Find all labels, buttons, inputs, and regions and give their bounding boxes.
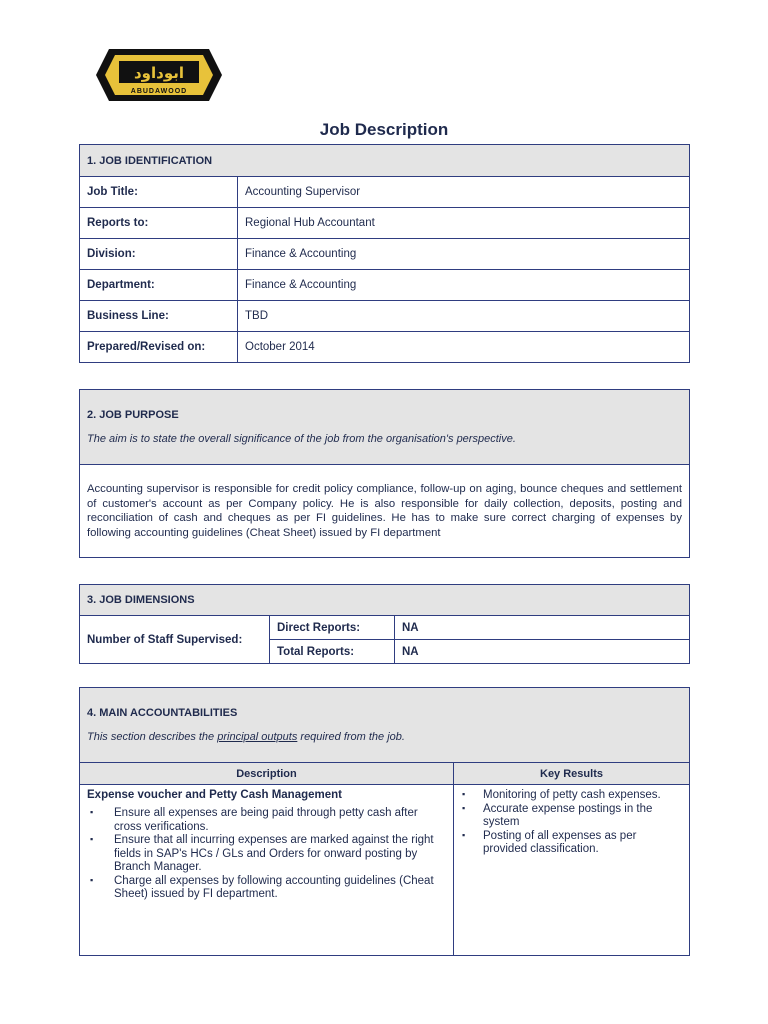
field-label: Business Line:	[80, 301, 238, 332]
document-title: Job Description	[319, 120, 449, 139]
field-label: Job Title:	[80, 177, 238, 208]
list-item: ▪ Charge all expenses by following accounting guidelines (Cheat Sheet) issued by FI department.	[114, 875, 446, 902]
table-row	[80, 301, 690, 332]
main-accountabilities-table	[79, 687, 690, 956]
field-value: Regional Hub Accountant	[238, 208, 690, 239]
table-row	[80, 177, 690, 208]
section-heading: 1. JOB IDENTIFICATION	[80, 145, 690, 177]
section-heading: 3. JOB DIMENSIONS	[80, 585, 690, 616]
key-results-list	[461, 789, 682, 857]
key-results-cell	[454, 785, 690, 956]
direct-reports-value: NA	[395, 616, 690, 640]
logo-sub-text: ABUDAWOOD	[130, 88, 188, 95]
description-cell	[80, 785, 454, 956]
list-item: ▪ Ensure all expenses are being paid through petty cash after cross verifications.	[114, 807, 446, 834]
table-row	[80, 270, 690, 301]
logo-brand-text: ابوداود	[133, 64, 185, 82]
list-item: ▪ Ensure that all incurring expenses are marked against the right fields in SAP's HCs / GLs and Orders for onward posting by Branch Manager.	[114, 834, 446, 875]
job-dimensions-table	[79, 584, 690, 664]
company-logo	[95, 45, 223, 105]
section-header-cell	[80, 390, 690, 465]
list-item: ▪ Monitoring of petty cash expenses.	[483, 789, 682, 803]
field-value: Accounting Supervisor	[238, 177, 690, 208]
table-row	[80, 332, 690, 363]
field-value: October 2014	[238, 332, 690, 363]
job-identification-table	[79, 144, 690, 363]
note-text: required from the job.	[297, 731, 405, 743]
section-header-cell	[80, 688, 690, 763]
field-value: Finance & Accounting	[238, 239, 690, 270]
field-value: TBD	[238, 301, 690, 332]
column-header-description: Description	[80, 763, 454, 785]
column-header-key-results: Key Results	[454, 763, 690, 785]
note-underlined-text: principal outputs	[217, 731, 298, 743]
staff-supervised-label: Number of Staff Supervised:	[80, 616, 270, 664]
field-label: Reports to:	[80, 208, 238, 239]
table-row	[80, 239, 690, 270]
job-purpose-table	[79, 389, 690, 558]
list-item: ▪ Posting of all expenses as per provided classification.	[483, 830, 682, 857]
section-heading: 4. MAIN ACCOUNTABILITIES	[87, 707, 238, 719]
direct-reports-label: Direct Reports:	[270, 616, 395, 640]
field-label: Prepared/Revised on:	[80, 332, 238, 363]
section-heading: 2. JOB PURPOSE	[87, 409, 179, 421]
table-row	[80, 208, 690, 239]
field-label: Division:	[80, 239, 238, 270]
field-label: Department:	[80, 270, 238, 301]
job-purpose-text: Accounting supervisor is responsible for credit policy compliance, follow-up on aging, bounce cheques and settlement of customer's account as per Company policy. He is also responsible for daily collection, deposits, posting and reconciliation of cash and cheques as per FI guidelines. He has to make sure correct charging of expenses by following accounting guidelines (Cheat Sheet) issued by FI department	[80, 465, 690, 558]
total-reports-value: NA	[395, 640, 690, 664]
list-item: ▪ Accurate expense postings in the system	[483, 803, 682, 830]
note-text: This section describes the	[87, 731, 218, 743]
section-note: The aim is to state the overall significance of the job from the organisation's perspective.	[87, 433, 516, 445]
field-value: Finance & Accounting	[238, 270, 690, 301]
section-note	[87, 731, 682, 743]
description-list	[87, 807, 446, 902]
total-reports-label: Total Reports:	[270, 640, 395, 664]
accountability-title: Expense voucher and Petty Cash Management	[87, 789, 342, 801]
